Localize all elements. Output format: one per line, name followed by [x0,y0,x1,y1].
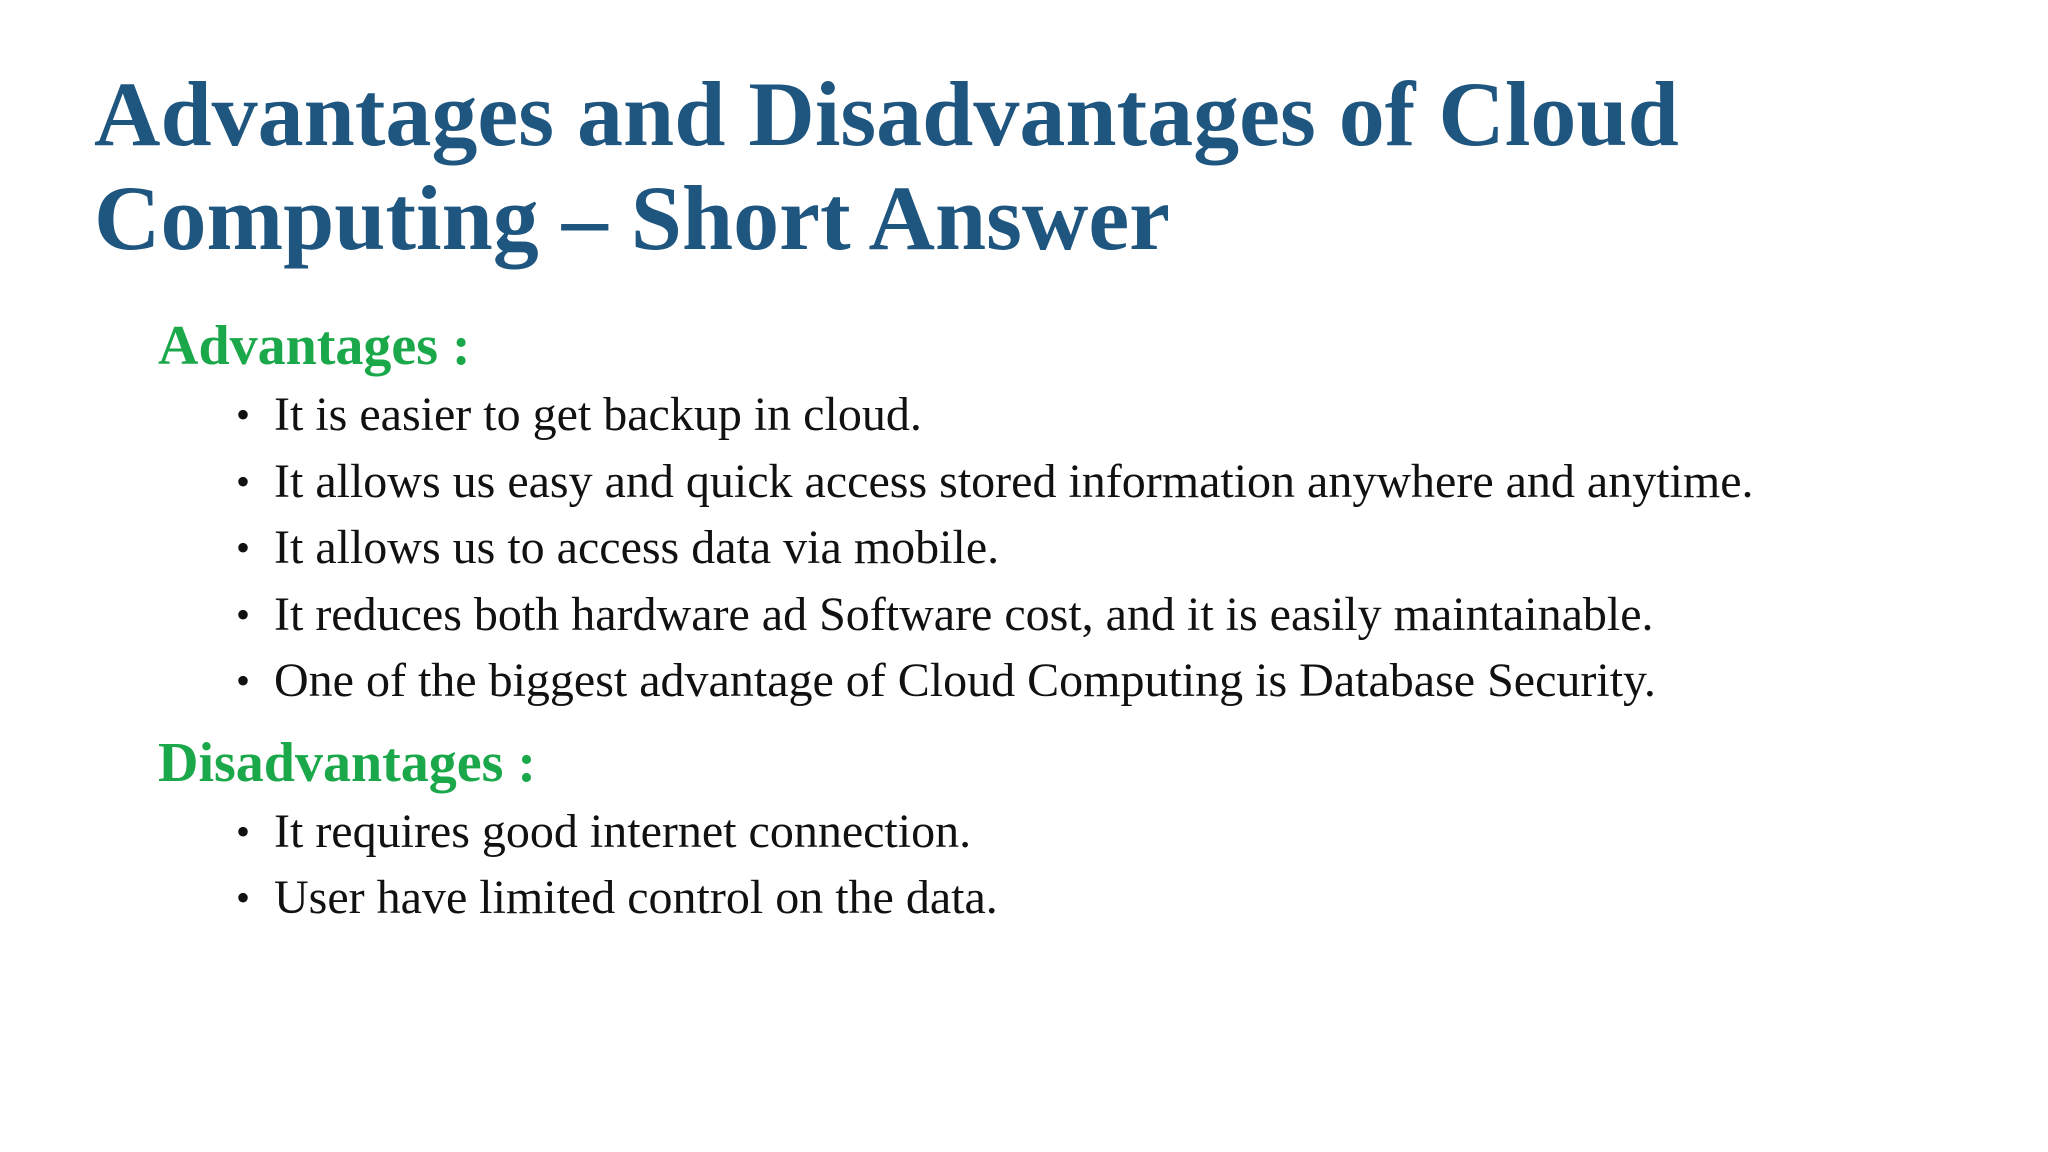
list-item [236,449,1978,516]
list-item [236,515,1978,582]
list-item-text: It allows us easy and quick access stored information anywhere and anytime. [274,454,1754,508]
bullet-icon: • [236,392,251,437]
bullet-icon: • [236,525,251,570]
list-item-text: One of the biggest advantage of Cloud Computing is Database Security. [274,654,1656,707]
slide-content [158,310,1978,932]
list-item-text: It reduces both hardware ad Software cost, and it is easily maintainable. [274,587,1654,641]
list-item [236,648,1978,715]
list-item [236,865,1978,932]
list-item-text: It requires good internet connection. [274,804,972,858]
bullet-icon: • [236,875,251,920]
list-item-text: User have limited control on the data. [274,871,998,924]
disadvantages-list [236,799,1978,932]
advantages-heading: Advantages : [158,315,471,377]
bullet-icon: • [236,458,251,504]
list-item-text: It is easier to get backup in cloud. [274,388,922,441]
bullet-icon: • [236,658,251,703]
advantages-section [158,310,1978,715]
list-item [236,799,1978,866]
advantages-list [236,382,1978,715]
section-spacer [158,715,1978,727]
list-item [236,382,1978,449]
bullet-icon: • [236,808,251,854]
slide-title: Advantages and Disadvantages of Cloud Computing – Short Answer [94,63,1679,269]
disadvantages-heading: Disadvantages : [158,731,537,794]
disadvantages-section [158,727,1978,932]
bullet-icon: • [236,591,251,637]
list-item-text: It allows us to access data via mobile. [274,521,1000,574]
list-item [236,582,1978,649]
